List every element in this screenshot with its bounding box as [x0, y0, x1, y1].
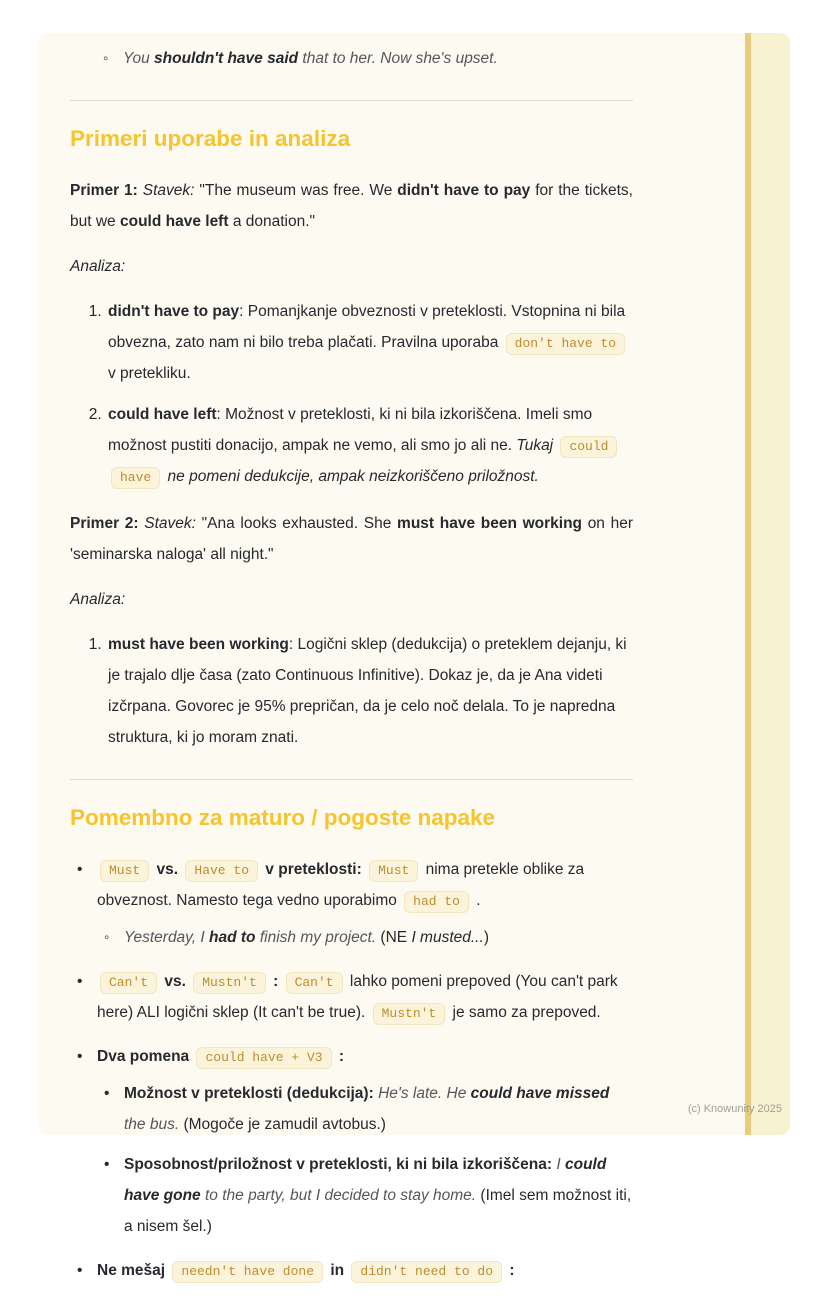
text-run: finish my project. [255, 929, 377, 946]
inline-code-chip: Can't [286, 972, 343, 994]
text-run: He's late. He [373, 1085, 471, 1102]
text-run: : [268, 973, 283, 990]
text-run: nima pretekle oblike za obveznost. Namesto tega vedno uporabimo [97, 861, 585, 909]
section-heading: Primeri uporabe in analiza [70, 126, 351, 151]
text-run: You [123, 50, 155, 67]
bullet-item [70, 1041, 633, 1242]
text-run: must have been working [397, 515, 583, 532]
text-run: v pretekliku. [108, 365, 191, 382]
text-run: ) [483, 929, 489, 946]
inline-code-chip: Must [100, 860, 149, 882]
sub-bullet-item [97, 1078, 633, 1140]
text-run: could have left [119, 213, 229, 230]
paragraph [70, 508, 633, 570]
text-run: for the tickets, but we [70, 182, 633, 230]
text-run: Primer 2: [70, 515, 139, 532]
text-run: (Imel sem možnost iti, a nisem šel.) [124, 1187, 632, 1235]
text-run: . [471, 892, 481, 909]
text-run: Ne mešaj [97, 1262, 170, 1279]
bullet-item [70, 1255, 633, 1286]
document-content [70, 41, 633, 1302]
document-page [38, 33, 790, 1279]
text-run: Tukaj [516, 437, 558, 454]
text-run: Stavek: [142, 182, 195, 199]
paragraph [70, 251, 633, 282]
inline-code-chip: didn't need to do [351, 1261, 502, 1283]
bullet-text [124, 922, 633, 953]
text-run: je samo za prepoved. [448, 1004, 601, 1021]
text-run: a donation." [228, 213, 316, 230]
text-run: "Ana looks exhausted. She [195, 515, 398, 532]
text-run: didn't have to pay [397, 182, 531, 199]
text-run: to the party, but I decided to stay home. [200, 1187, 477, 1204]
text-run: vs. [160, 973, 191, 990]
text-run: : Možnost v preteklosti, ki ni bila izkoriščena. Imeli smo možnost pustiti donacijo, ampak ne vemo, ali smo jo ali ne. [108, 406, 593, 454]
inline-code-chip: Have to [185, 860, 258, 882]
text-run: in [326, 1262, 349, 1279]
inline-code-chip: could have + V3 [196, 1047, 331, 1069]
text-run: Dva pomena [97, 1048, 194, 1065]
text-run: : Logični sklep (dedukcija) o preteklem dejanju, ki je trajalo dlje časa (zato Continuous Infinitive). Dokaz je, da je Ana videti izčrpana. Govorec je 95% prepričan, da je celo noč delala. To je napredna struktura, ki jo moram znati. [108, 636, 627, 746]
section-divider [70, 100, 633, 101]
inline-code-chip: could have [111, 436, 617, 489]
text-run: Primer 1: [70, 182, 138, 199]
text-run: had to [209, 929, 256, 946]
bullet-item [70, 966, 633, 1028]
text-run: could have left [108, 406, 217, 423]
bullet-list [70, 854, 633, 1286]
text-run: lahko pomeni prepoved (You can't park here) ALI logični sklep (It can't be true). [97, 973, 618, 1021]
inline-code-chip: Mustn't [193, 972, 266, 994]
bullet-list [97, 1078, 633, 1242]
text-run: didn't have to pay [108, 303, 240, 320]
text-run: ne pomeni dedukcije, ampak neizkoriščeno priložnost. [163, 468, 539, 485]
bullet-text [97, 854, 633, 916]
copyright-watermark: (c) Knowunity 2025 [687, 1103, 782, 1115]
paragraph [70, 175, 633, 237]
text-run: Sposobnost/priložnost v preteklosti, ki ni bila izkoriščena: [124, 1156, 553, 1173]
section-heading: Pomembno za maturo / pogoste napake [70, 805, 496, 830]
text-run: I [552, 1156, 565, 1173]
text-run: Analiza: [70, 258, 126, 275]
text-run: that to her. Now she's upset. [298, 50, 498, 67]
inline-code-chip: had to [404, 891, 469, 913]
text-run: could have missed [470, 1085, 610, 1102]
bullet-text [123, 43, 633, 74]
bullet-list [96, 43, 633, 74]
bullet-item [70, 854, 633, 953]
bullet-text [124, 1149, 633, 1242]
inline-code-chip: don't have to [506, 333, 625, 355]
bullet-list [97, 922, 633, 953]
bullet-text [97, 966, 633, 1028]
bullet-text [124, 1078, 633, 1140]
sub-bullet-item [97, 1149, 633, 1242]
text-run: : Pomanjkanje obveznosti v preteklosti. Vstopnina ni bila obvezna, zato nam ni bilo treba plačati. Pravilna uporaba [108, 303, 626, 351]
inline-code-chip: Must [369, 860, 418, 882]
bullet-text [97, 1255, 633, 1286]
text-run: Možnost v preteklosti (dedukcija): [124, 1085, 374, 1102]
numbered-item [106, 629, 633, 753]
text-run: must have been working [108, 636, 289, 653]
inline-code-chip: needn't have done [172, 1261, 323, 1283]
text-run: shouldn't have said [154, 50, 299, 67]
paragraph [70, 584, 633, 615]
text-run: Yesterday, I [124, 929, 210, 946]
text-run: vs. [152, 861, 183, 878]
text-run: Analiza: [70, 591, 126, 608]
text-run: v preteklosti: [261, 861, 367, 878]
inline-code-chip: Mustn't [373, 1003, 446, 1025]
section-divider [70, 779, 633, 780]
text-run: "The museum was free. We [194, 182, 398, 199]
sub-bullet-item [97, 922, 633, 953]
numbered-list [70, 296, 633, 492]
numbered-list [70, 629, 633, 753]
right-margin-stripe [745, 33, 790, 1135]
text-run: on her 'seminarska naloga' all night." [70, 515, 634, 563]
text-run: could have gone [124, 1156, 607, 1204]
text-run: Stavek: [144, 515, 196, 532]
text-run: : [505, 1262, 515, 1279]
text-run: (NE [376, 929, 412, 946]
text-run: I musted... [411, 929, 484, 946]
text-run: (Mogoče je zamudil avtobus.) [179, 1116, 386, 1133]
text-run: the bus. [124, 1116, 180, 1133]
inline-code-chip: Can't [100, 972, 157, 994]
text-run: : [334, 1048, 344, 1065]
numbered-item [106, 296, 633, 389]
sub-bullet-item [96, 43, 633, 74]
numbered-item [106, 399, 633, 492]
bullet-text [97, 1041, 633, 1072]
